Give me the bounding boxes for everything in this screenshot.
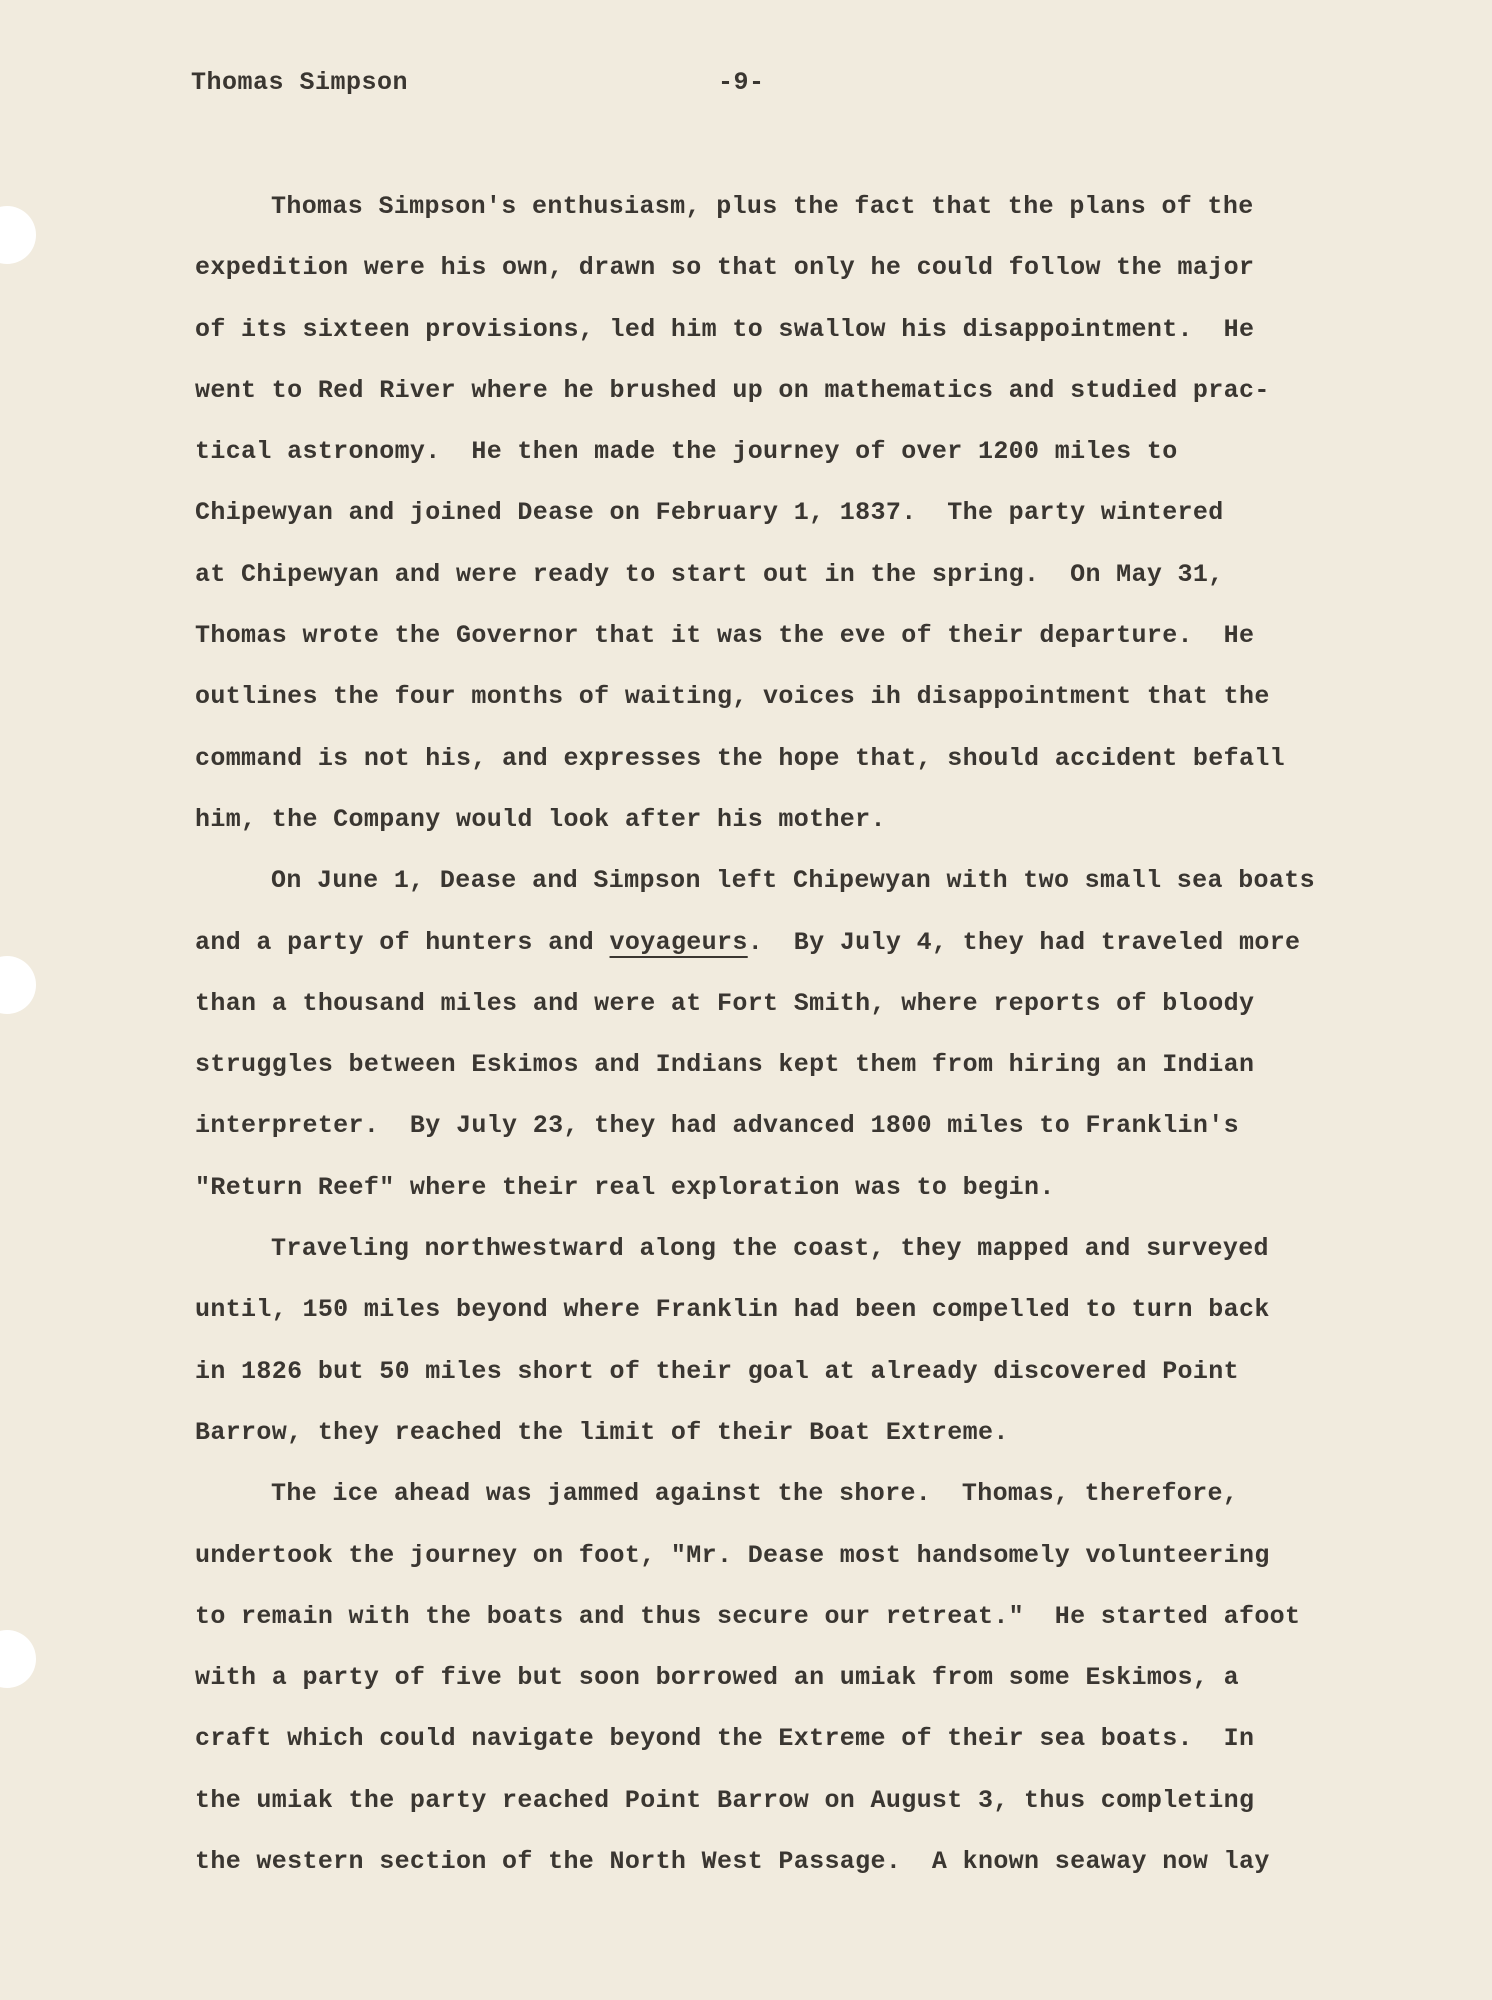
underlined-word: voyageurs — [609, 927, 748, 957]
text-line: of its sixteen provisions, led him to swallow his disappointment. He — [195, 314, 1255, 344]
text-line: in 1826 but 50 miles short of their goal at already discovered Point — [195, 1356, 1239, 1386]
text-line: Barrow, they reached the limit of their Boat Extreme. — [195, 1417, 1009, 1447]
text-line: On June 1, Dease and Simpson left Chipewyan with two small sea boats — [271, 866, 1315, 896]
text-line: Traveling northwestward along the coast, they mapped and surveyed — [271, 1234, 1269, 1264]
text-line: Thomas Simpson's enthusiasm, plus the fact that the plans of the — [271, 192, 1254, 221]
text-line — [195, 912, 1335, 973]
text-line: with a party of five but soon borrowed an umiak from some Eskimos, a — [195, 1663, 1239, 1693]
text-line: The ice ahead was jammed against the shore. Thomas, therefore, — [271, 1479, 1239, 1509]
paragraph-2 — [195, 850, 1335, 1218]
punch-hole — [0, 956, 36, 1014]
text-line: craft which could navigate beyond the Extreme of their sea boats. In — [195, 1724, 1255, 1754]
body-text — [195, 176, 1335, 1892]
text-line: Thomas wrote the Governor that it was the eve of their departure. He — [195, 621, 1255, 651]
page-header — [191, 68, 1391, 108]
paragraph-3 — [195, 1218, 1335, 1463]
text-line: command is not his, and expresses the hope that, should accident befall — [195, 743, 1286, 773]
text-line: the umiak the party reached Point Barrow on August 3, thus completing — [195, 1785, 1255, 1815]
text-line: struggles between Eskimos and Indians kept them from hiring an Indian — [195, 1050, 1255, 1080]
text-line: tical astronomy. He then made the journey of over 1200 miles to — [195, 437, 1178, 467]
text-line: than a thousand miles and were at Fort Smith, where reports of bloody — [195, 988, 1255, 1018]
text-line: to remain with the boats and thus secure our retreat." He started afoot — [195, 1601, 1301, 1631]
text-segment: and a party of hunters and — [195, 927, 610, 957]
text-line: interpreter. By July 23, they had advanced 1800 miles to Franklin's — [195, 1111, 1239, 1141]
punch-hole — [0, 1630, 36, 1688]
text-line: "Return Reef" where their real exploration was to begin. — [195, 1172, 1055, 1202]
text-line: outlines the four months of waiting, voices ih disappointment that the — [195, 682, 1270, 712]
text-segment: . By July 4, they had traveled more — [747, 927, 1301, 957]
text-line: until, 150 miles beyond where Franklin had been compelled to turn back — [195, 1295, 1270, 1325]
paragraph-1 — [195, 176, 1335, 850]
page-number: -9- — [718, 68, 765, 97]
text-line: went to Red River where he brushed up on mathematics and studied prac- — [195, 375, 1270, 405]
running-title: Thomas Simpson — [191, 68, 409, 97]
text-line: him, the Company would look after his mother. — [195, 804, 886, 834]
text-line: at Chipewyan and were ready to start out in the spring. On May 31, — [195, 559, 1224, 589]
punch-hole — [0, 206, 36, 264]
text-line: undertook the journey on foot, "Mr. Dease most handsomely volunteering — [195, 1540, 1270, 1570]
text-line: the western section of the North West Passage. A known seaway now lay — [195, 1847, 1270, 1877]
text-line: expedition were his own, drawn so that only he could follow the major — [195, 253, 1255, 283]
paragraph-4 — [195, 1463, 1335, 1892]
text-line: Chipewyan and joined Dease on February 1, 1837. The party wintered — [195, 498, 1224, 528]
